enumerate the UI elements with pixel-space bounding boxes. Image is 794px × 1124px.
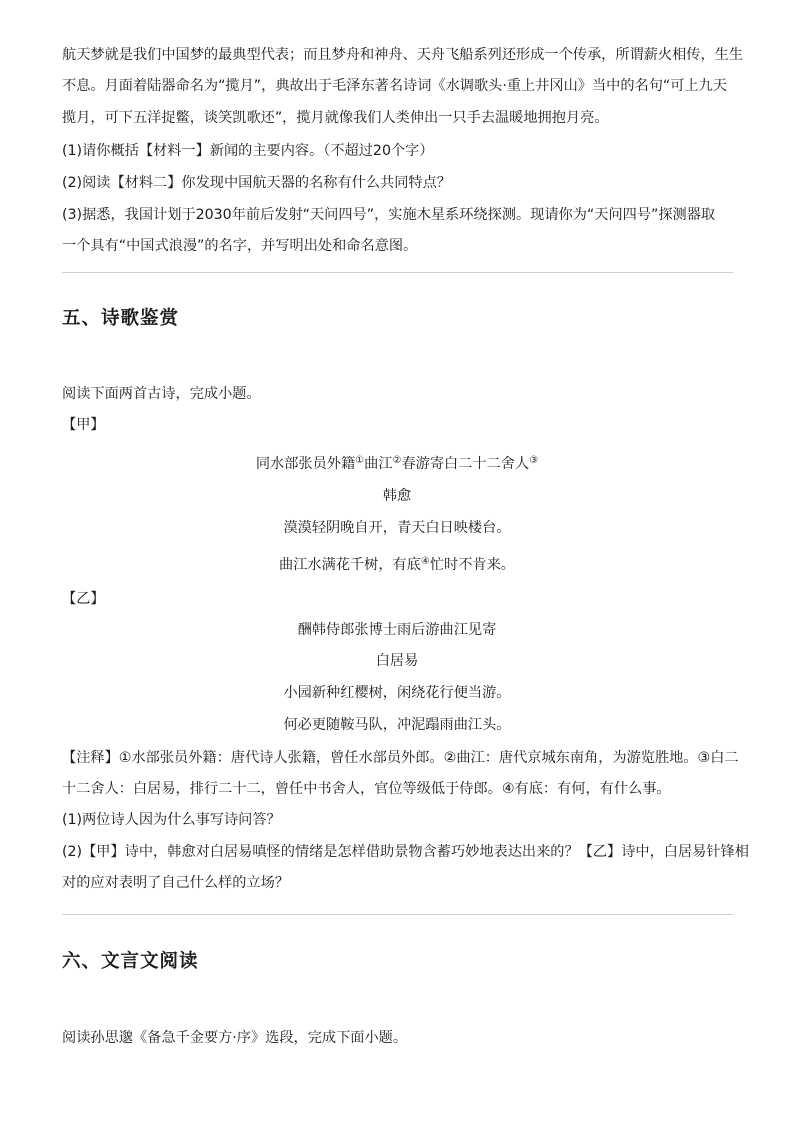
poem-a-title-text: 曲江 <box>364 456 393 472</box>
footnote-marker: ④ <box>420 556 430 567</box>
notes-line: 十二舍人：白居易，排行二十二，曾任中书舍人，官位等级低于侍郎。④有底：有何，有什么事。 <box>62 781 671 797</box>
section-heading: 五、诗歌鉴赏 <box>62 308 180 329</box>
question-3: (3)据悉，我国计划于2030年前后发射“天问四号”，实施木星系环绕探测。现请你为“天问四号”探测器取 <box>62 207 716 223</box>
poem-b-label: 【乙】 <box>62 591 105 607</box>
poem-a-line <box>62 555 732 577</box>
question-3-continued: 一个具有“中国式浪漫”的名字，并写明出处和命名意图。 <box>62 238 418 254</box>
footnote-marker: ③ <box>529 455 539 466</box>
question-1: (1)请你概括【材料一】新闻的主要内容。（不超过20个字） <box>62 143 434 159</box>
poem-a-title-text: 同水部张员外籍 <box>255 456 356 472</box>
question-2: (2)【甲】诗中，韩愈对白居易嗔怪的情绪是怎样借助景物含蓄巧妙地表达出来的？【乙】诗中，白居易针锋相 <box>62 844 749 860</box>
poem-a-label: 【甲】 <box>62 417 105 433</box>
section-intro: 阅读下面两首古诗，完成小题。 <box>62 386 261 402</box>
section-divider <box>62 914 733 915</box>
paragraph-line: 航天梦就是我们中国梦的最典型代表；而且梦舟和神舟、天舟飞船系列还形成一个传承，所谓薪火相传，生生 <box>62 47 744 63</box>
poem-a-author: 韩愈 <box>382 488 412 504</box>
question-2-continued: 对的应对表明了自己什么样的立场？ <box>62 875 290 891</box>
section-divider <box>62 272 733 273</box>
section-intro: 阅读孙思邈《备急千金要方·序》选段，完成下面小题。 <box>62 1030 408 1046</box>
poem-a-line-text: 曲江水满花千树，有底 <box>279 557 421 573</box>
paragraph-line: 不息。月面着陆器命名为“揽月”，典故出于毛泽东著名诗词《水调歌头·重上井冈山》当中的名句“可上九天 <box>62 78 728 94</box>
poem-b-author: 白居易 <box>375 653 419 669</box>
question-2: (2)阅读【材料二】你发现中国航天器的名称有什么共同特点？ <box>62 175 451 191</box>
poem-b-title: 酬韩侍郎张博士雨后游曲江见寄 <box>297 622 497 638</box>
section-heading: 六、文言文阅读 <box>62 951 199 972</box>
notes-line: 【注释】①水部张员外籍：唐代诗人张籍，曾任水部员外郎。②曲江：唐代京城东南角，为游览胜地。③白二 <box>62 750 739 766</box>
poem-a-title-text: 春游寄白二十二舍人 <box>401 456 530 472</box>
poem-a-title <box>62 454 732 476</box>
poem-b-line: 小园新种红樱树，闲绕花行便当游。 <box>283 685 511 701</box>
footnote-marker: ② <box>392 455 402 466</box>
poem-a-line: 漠漠轻阴晚自开，青天白日映楼台。 <box>283 520 511 536</box>
paragraph-line: 揽月，可下五洋捉鳖，谈笑凯歌还”，揽月就像我们人类伸出一只手去温暖地拥抱月亮。 <box>62 110 609 126</box>
question-1: (1)两位诗人因为什么事写诗问答？ <box>62 812 281 828</box>
poem-b-line: 何必更随鞍马队，冲泥蹋雨曲江头。 <box>283 717 511 733</box>
footnote-marker: ① <box>355 455 365 466</box>
poem-a-line-text: 忙时不肯来。 <box>429 557 515 573</box>
